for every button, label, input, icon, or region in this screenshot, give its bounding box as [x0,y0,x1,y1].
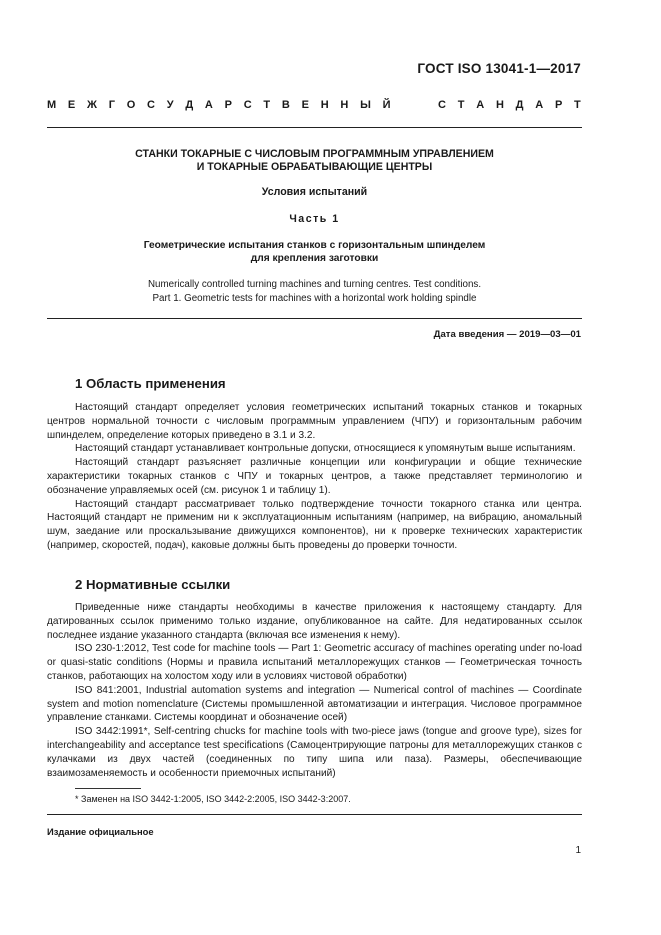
banner-letter: Й [382,99,391,111]
title-line-1: СТАНКИ ТОКАРНЫЕ С ЧИСЛОВЫМ ПРОГРАММНЫМ УПРАВЛЕНИЕМ [135,148,494,160]
banner-letter: Д [185,99,194,111]
banner-letter: Т [457,99,465,111]
banner-letter: А [204,99,213,111]
banner-word-gap [402,99,426,111]
paragraph: Настоящий стандарт устанавливает контрольные допуски, относящиеся к упомянутым выше испытаниям. [75,443,576,455]
top-rule [47,127,582,128]
footer-rule [47,814,582,815]
banner-letter: Р [224,99,232,111]
section-2-body [47,601,582,780]
paragraph: ISO 230-1:2012, Test code for machine tools — Part 1: Geometric accuracy of machines operating under no-load or quasi-static conditions (Нормы и правила испытаний металлорежущих станков — Геометрическая точность станков, работающих на холостом ходу или в условиях чистовой обработки) [47,643,582,682]
banner-letter: Д [515,99,524,111]
paragraph: Настоящий стандарт разъясняет различные концепции или конфигурации и общие технические характеристики токарных станков с ЧПУ и токарных центров, а также представляет терминологию и обозначение управляемых осей (см. рисунок 1 и таблицу 1). [47,457,582,496]
section-1-heading: 1 Область применения [75,376,226,391]
banner-letter: О [126,99,136,111]
part-label: Часть 1 [289,213,340,225]
banner-letter: Т [574,99,581,111]
banner-letter: Т [263,99,271,111]
banner-letter: Е [67,99,76,111]
document-subtitle: Условия испытаний [261,186,368,198]
title-line-2: И ТОКАРНЫЕ ОБРАБАТЫВАЮЩИЕ ЦЕНТРЫ [196,161,433,173]
banner-letter: С [438,99,446,111]
part-title [47,239,582,265]
english-title-line-1: Numerically controlled turning machines and turning centres. Test conditions. [147,279,482,290]
footnote: * Заменен на ISO 3442-1:2005, ISO 3442-2:2005, ISO 3442-3:2007. [75,794,351,804]
english-title-line-2: Part 1. Geometric tests for machines with a horizontal work holding spindle [152,292,477,304]
page-number: 1 [575,845,581,856]
banner-letter: М [47,99,57,111]
banner-letter: В [281,99,290,111]
edition-label: Издание официальное [47,826,154,837]
banner-letter: Г [108,99,115,111]
title-rule [47,318,582,319]
paragraph: Настоящий стандарт определяет условия геометрических испытаний токарных станков и токарных центров нормальной точности с числовым программным управлением (ЧПУ) и горизонтальным рабочим шпинделем, определение которых приведено в 3.1 и 3.2. [47,402,582,441]
banner-letter: С [243,99,252,111]
section-1-body [47,401,582,553]
english-title [47,278,582,305]
banner-letter: А [535,99,544,111]
paragraph: Приведенные ниже стандарты необходимы в качестве приложения к настоящему стандарту. Для датированных ссылок применимо только издание, опубликованное на сайте. Для недатированных ссылок последнее издание указанного стандарта (включая все изменения к нему). [47,602,582,641]
paragraph: ISO 3442:1991*, Self-centring chucks for machine tools with two-piece jaws (tongue and groove type), sizes for interchangeability and acceptance test specifications (Самоцентрирующие патроны для металлорежущих станков с кулачками из двух частей (соединенных по типу шипа или паза). Размеры, обеспечивающие взаимозаменяемость и особенности приемочных испытаний) [47,726,582,779]
gost-code: ГОСТ ISO 13041-1—2017 [417,61,581,76]
banner-letter: Н [495,99,504,111]
banner-letter: Н [320,99,329,111]
part-title-line-2: для крепления заготовки [250,253,379,264]
banner-letter: С [147,99,155,111]
banner-letter: Ж [87,99,97,111]
banner-letter: Е [301,99,309,111]
interstate-standard-banner [47,99,581,111]
banner-letter: А [476,99,485,111]
banner-letter: У [166,99,174,111]
document-title [47,148,582,174]
banner-letter: Ы [360,99,371,111]
banner-letter: Н [340,99,349,111]
footnote-rule [75,788,141,789]
introduction-date: Дата введения — 2019—03—01 [433,329,581,340]
section-2-heading: 2 Нормативные ссылки [75,577,231,592]
part-title-line-1: Геометрические испытания станков с горизонтальным шпинделем [143,240,486,251]
banner-letter: Р [554,99,563,111]
paragraph: Настоящий стандарт рассматривает только подтверждение точности токарного станка или центра. Настоящий стандарт не применим ни к эксплуатационным испытаниям (например, на вибрацию, аномальный шум, заедание или проскальзывание движущихся компонентов), ни к проверке технических характеристик (например, скоростей, подач), каковые должны быть проведены до проверки точности. [47,498,582,551]
paragraph: ISO 841:2001, Industrial automation systems and integration — Numerical control of machines — Coordinate system and motion nomenclature (Системы промышленной автоматизации и интеграция. Числовое программное управление станками. Системы координат и обозначение осей) [47,684,582,724]
